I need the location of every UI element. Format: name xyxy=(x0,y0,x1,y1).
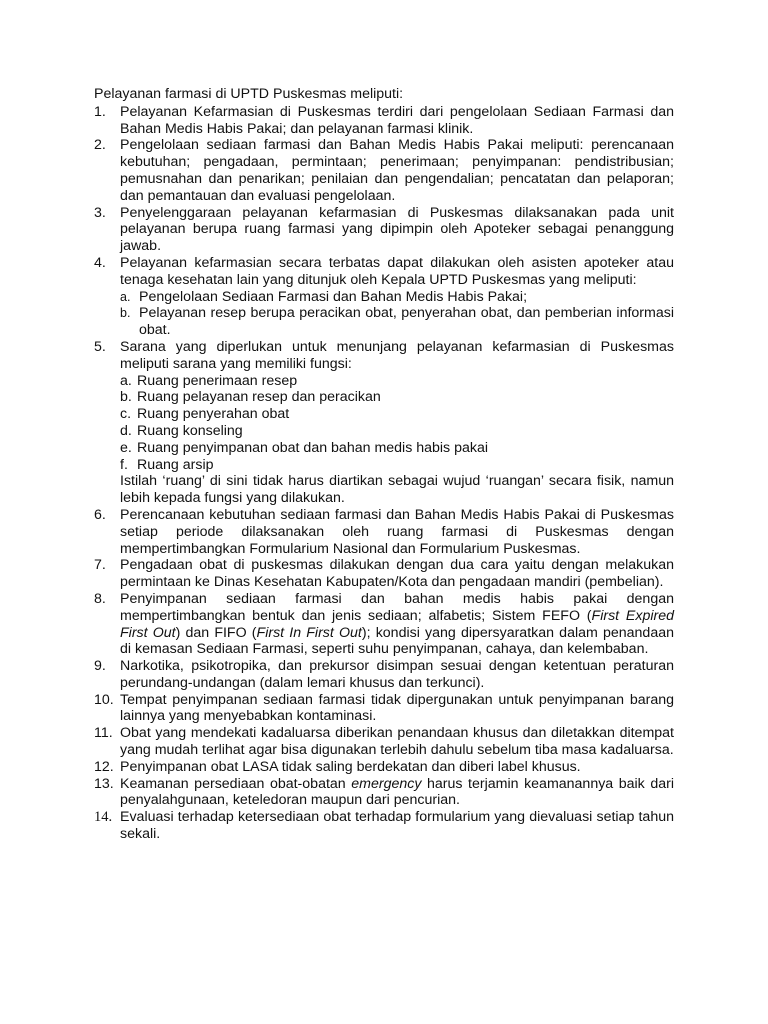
sub-text: Ruang konseling xyxy=(137,422,243,439)
list-item-12 xyxy=(94,759,674,776)
item-text xyxy=(120,776,674,810)
item-number: 3. xyxy=(94,204,106,221)
document-page xyxy=(94,86,674,843)
item-number: 5. xyxy=(94,338,106,355)
sub-item-b xyxy=(120,389,674,406)
item-number: 7. xyxy=(94,557,106,574)
sub-item-b xyxy=(120,305,674,339)
item-text: Pelayanan kefarmasian secara terbatas dapat dilakukan oleh asisten apoteker atau tenaga kesehatan lain yang ditunjuk oleh Kepala UPTD Puskesmas yang meliputi: xyxy=(120,254,674,288)
item-text: Perencanaan kebutuhan sediaan farmasi dan Bahan Medis Habis Pakai di Puskesmas setiap periode dilaksanakan oleh ruang farmasi di Puskesmas dengan mempertimbangkan Formularium Nasional dan Formularium Puskesmas. xyxy=(120,506,674,557)
item-text: Evaluasi terhadap ketersediaan obat terhadap formularium yang dievaluasi setiap tahun sekali. xyxy=(120,809,674,843)
intro-heading: Pelayanan farmasi di UPTD Puskesmas meliputi: xyxy=(94,86,404,102)
sub-text: Ruang penyerahan obat xyxy=(137,406,290,423)
sub-item-d xyxy=(120,423,674,440)
sub-text: Ruang arsip xyxy=(137,456,214,473)
list-item-14 xyxy=(94,809,674,843)
item-text xyxy=(120,591,674,658)
item-text: Pengadaan obat di puskesmas dilakukan dengan dua cara yaitu dengan melakukan permintaan ke Dinas Kesehatan Kabupaten/Kota dan pengadaan mandiri (pembelian). xyxy=(120,557,674,591)
list-item-4 xyxy=(94,255,674,339)
item-number: 2. xyxy=(94,137,106,154)
item-text: Pengelolaan sediaan farmasi dan Bahan Medis Habis Pakai meliputi: perencanaan kebutuhan; pengadaan, permintaan; penerimaan; penyimpanan: pendistribusian; pemusnahan dan penarikan; penilaian dan pengendalian; pencatatan dan pelaporan; dan pemantauan dan evaluasi pengelolaan. xyxy=(120,137,674,204)
text-segment: Keamanan persediaan obat-obatan xyxy=(120,775,352,792)
text-segment: Penyimpanan sediaan farmasi dan bahan medis habis pakai dengan mempertimbangkan bentuk dan jenis sediaan; alfabetis; Sistem FEFO ( xyxy=(120,590,674,624)
item-number: 14. xyxy=(94,809,113,826)
list-item-13 xyxy=(94,776,674,810)
item-number: 6. xyxy=(94,506,106,523)
item-number: 11. xyxy=(94,725,113,742)
sub-text: Pengelolaan Sediaan Farmasi dan Bahan Medis Habis Pakai; xyxy=(139,288,528,305)
sub-item-c xyxy=(120,406,674,423)
list-item-2 xyxy=(94,137,674,204)
list-item-1 xyxy=(94,104,674,138)
item-number: 1. xyxy=(94,103,106,120)
item-note: Istilah ‘ruang’ di sini tidak harus diartikan sebagai wujud ‘ruangan’ secara fisik, namun lebih kepada fungsi yang dilakukan. xyxy=(120,473,674,507)
sub-text: Ruang penyimpanan obat dan bahan medis habis pakai xyxy=(137,439,489,456)
sub-item-a xyxy=(120,289,674,306)
item-text: Obat yang mendekati kadaluarsa diberikan penandaan khusus dan diletakkan ditempat yang mudah terlihat agar bisa digunakan terlebih dahulu sebelum tiba masa kadaluarsa. xyxy=(120,725,674,759)
list-item-8 xyxy=(94,591,674,658)
sub-letter: b. xyxy=(120,306,131,321)
sub-item-e xyxy=(120,440,674,457)
sub-text: Ruang pelayanan resep dan peracikan xyxy=(137,389,381,406)
sub-letter: c. xyxy=(120,406,132,423)
item-text: Sarana yang diperlukan untuk menunjang pelayanan kefarmasian di Puskesmas meliputi sarana yang memiliki fungsi: xyxy=(120,338,674,372)
item-number: 4. xyxy=(94,254,106,271)
italic-term: emergency xyxy=(351,775,422,792)
list-item-11 xyxy=(94,725,674,759)
item-number: 13. xyxy=(94,775,114,792)
list-item-6 xyxy=(94,507,674,557)
sub-item-f xyxy=(120,457,674,474)
italic-term: First In First Out xyxy=(256,624,362,641)
item-text: Tempat penyimpanan sediaan farmasi tidak dipergunakan untuk penyimpanan barang lainnya yang menyebabkan kontaminasi. xyxy=(120,691,674,725)
list-item-3 xyxy=(94,205,674,255)
item-text: Pelayanan Kefarmasian di Puskesmas terdiri dari pengelolaan Sediaan Farmasi dan Bahan Medis Habis Pakai; dan pelayanan farmasi klinik. xyxy=(120,103,674,137)
sub-letter: a. xyxy=(120,372,132,389)
text-segment: ) dan FIFO ( xyxy=(175,624,257,641)
list-item-7 xyxy=(94,557,674,591)
italic-term: First Expired First Out xyxy=(120,607,675,641)
text-segment: harus terjamin keamanannya baik dari penyalahgunaan, keteledoran maupun dari pencurian. xyxy=(120,775,674,809)
item-number: 10. xyxy=(94,691,114,708)
sub-letter: b. xyxy=(120,389,132,406)
list-item-10 xyxy=(94,692,674,726)
sub-item-a xyxy=(120,373,674,390)
list-item-9 xyxy=(94,658,674,692)
item-number: 12. xyxy=(94,758,114,775)
item-text: Penyimpanan obat LASA tidak saling berdekatan dan diberi label khusus. xyxy=(120,758,581,775)
sub-letter: a. xyxy=(120,289,131,304)
item-number: 9. xyxy=(94,658,106,675)
list-item-5 xyxy=(94,339,674,507)
sub-text: Ruang penerimaan resep xyxy=(137,372,298,389)
text-segment: ); kondisi yang dipersyaratkan dalam penandaan di kemasan Sediaan Farmasi, seperti suhu penyimpanan, cahaya, dan kelembaban. xyxy=(120,624,674,658)
sub-letter: d. xyxy=(120,422,132,439)
sub-text: Pelayanan resep berupa peracikan obat, penyerahan obat, dan pemberian informasi obat. xyxy=(139,305,674,339)
item-number: 8. xyxy=(94,590,106,607)
item-text: Penyelenggaraan pelayanan kefarmasian di Puskesmas dilaksanakan pada unit pelayanan berupa ruang farmasi yang dipimpin oleh Apoteker sebagai penanggung jawab. xyxy=(120,204,674,255)
sub-letter: e. xyxy=(120,439,132,456)
sub-letter: f. xyxy=(120,456,128,473)
item-text: Narkotika, psikotropika, dan prekursor disimpan sesuai dengan ketentuan peraturan perundang-undangan (dalam lemari khusus dan terkunci). xyxy=(120,658,674,691)
